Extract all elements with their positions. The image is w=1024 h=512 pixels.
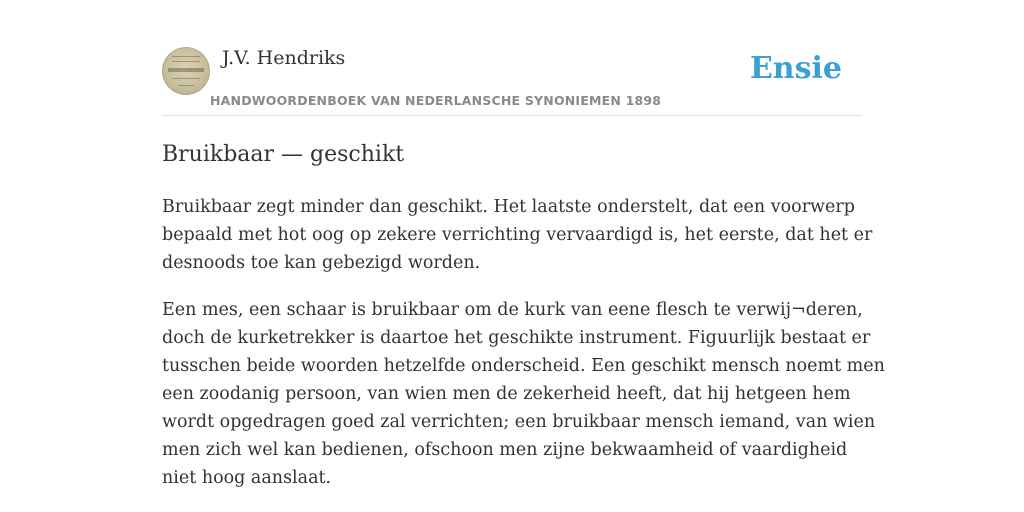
text-line: bepaald met hot oog op zekere verrichting vervaardigd is, het eerste, dat het er [162, 225, 873, 245]
text-line: Een mes, een schaar is bruikbaar om de kurk van eene flesch te verwij¬deren, [162, 300, 863, 320]
text-line: desnoods toe kan gebezigd worden. [162, 253, 481, 273]
paragraph [162, 193, 873, 277]
text-line: doch de kurketrekker is daartoe het geschikte instrument. Figuurlijk bestaat er [162, 328, 871, 348]
divider [162, 115, 862, 116]
text-line: Bruikbaar zegt minder dan geschikt. Het laatste onderstelt, dat een voorwerp [162, 197, 855, 217]
entry-body [162, 193, 885, 511]
brand-logo[interactable]: Ensie [749, 51, 842, 86]
text-line: een zoodanig persoon, van wien men de zekerheid heeft, dat hij hetgeen hem [162, 384, 851, 404]
source-title[interactable]: HANDWOORDENBOEK VAN NEDERLANSCHE SYNONIEMEN 1898 [210, 93, 662, 108]
book-cover-icon[interactable] [162, 47, 210, 95]
text-line: men zich wel kan bedienen, ofschoon men zijne bekwaamheid of vaardigheid [162, 440, 848, 460]
text-line: wordt opgedragen goed zal verrichten; een bruikbaar mensch iemand, van wien [162, 412, 876, 432]
entry-title: Bruikbaar — geschikt [162, 142, 405, 167]
author-name[interactable]: J.V. Hendriks [222, 47, 346, 69]
paragraph [162, 296, 885, 492]
text-line: tusschen beide woorden hetzelfde onderscheid. Een geschikt mensch noemt men [162, 356, 885, 376]
text-line: niet hoog aanslaat. [162, 468, 332, 488]
header [162, 46, 862, 116]
